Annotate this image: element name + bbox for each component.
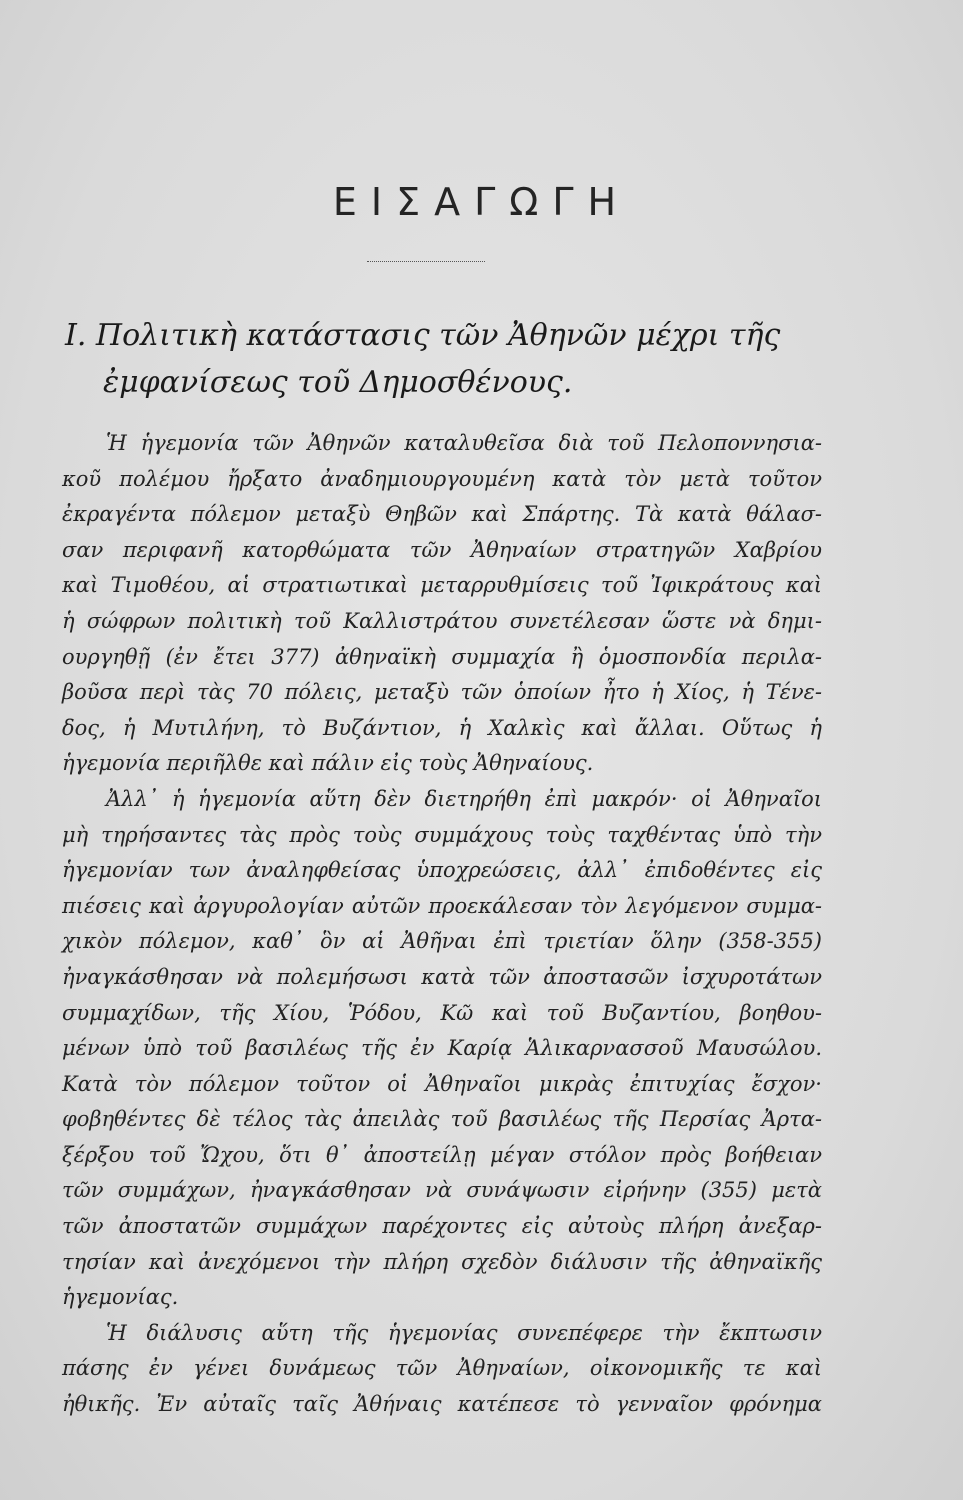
text-line: ἡ σώφρων πολιτικὴ τοῦ Καλλιστράτου συνετέλεσαν ὥστε νὰ δημι- bbox=[62, 608, 822, 633]
text-line: χικὸν πόλεμον, καθ᾽ ὃν αἱ Ἀθῆναι ἐπὶ τριετίαν ὅλην (358-355) bbox=[62, 929, 822, 954]
text-line: σαν περιφανῆ κατορθώματα τῶν Ἀθηναίων στρατηγῶν Χαβρίου bbox=[62, 537, 822, 562]
text-line: τησίαν καὶ ἀνεχόμενοι τὴν πλήρη σχεδὸν διάλυσιν τῆς ἀθηναϊκῆς bbox=[62, 1249, 822, 1274]
text-line: ἐκραγέντα πόλεμον μεταξὺ Θηβῶν καὶ Σπάρτης. Τὰ κατὰ θάλασ- bbox=[62, 502, 822, 527]
text-line: ἡγεμονία περιῆλθε καὶ πάλιν εἰς τοὺς Ἀθηναίους. bbox=[62, 751, 594, 776]
text-line: μὴ τηρήσαντες τὰς πρὸς τοὺς συμμάχους τοὺς ταχθέντας ὑπὸ τὴν bbox=[62, 822, 822, 847]
text-line: Ἀλλ᾽ ἡ ἡγεμονία αὕτη δὲν διετηρήθη ἐπὶ μακρόν· οἱ Ἀθηναῖοι bbox=[106, 786, 822, 811]
text-line: τῶν ἀποστατῶν συμμάχων παρέχοντες εἰς αὐτοὺς πλήρη ἀνεξαρ- bbox=[62, 1214, 822, 1239]
text-line: ἠθικῆς. Ἐν αὐταῖς ταῖς Ἀθήναις κατέπεσε τὸ γενναῖον φρόνημα bbox=[62, 1392, 822, 1417]
text-line: Ἡ διάλυσις αὕτη τῆς ἡγεμονίας συνεπέφερε τὴν ἔκπτωσιν bbox=[106, 1320, 822, 1345]
text-line: δος, ἡ Μυτιλήνη, τὸ Βυζάντιον, ἡ Χαλκὶς καὶ ἄλλαι. Οὕτως ἡ bbox=[62, 715, 822, 740]
title-divider bbox=[367, 261, 485, 262]
text-line: μένων ὑπὸ τοῦ βασιλέως τῆς ἐν Καρίᾳ Ἁλικαρνασσοῦ Μαυσώλου. bbox=[62, 1036, 822, 1061]
section-heading-line-1: Ι. Πολιτικὴ κατάστασις τῶν Ἀθηνῶν μέχρι τῆς bbox=[65, 318, 781, 353]
text-line: ξέρξου τοῦ Ὤχου, ὅτι θ᾽ ἀποστείλῃ μέγαν στόλον πρὸς βοήθειαν bbox=[62, 1142, 822, 1167]
section-heading bbox=[65, 312, 825, 406]
text-line: ἠναγκάσθησαν νὰ πολεμήσωσι κατὰ τῶν ἀποστασῶν ἰσχυροτάτων bbox=[62, 964, 822, 989]
text-line: Κατὰ τὸν πόλεμον τοῦτον οἱ Ἀθηναῖοι μικρὰς ἐπιτυχίας ἔσχον· bbox=[62, 1071, 822, 1096]
chapter-title: ΕΙΣΑΓΩΓΗ bbox=[332, 180, 631, 224]
text-line: ἡγεμονίαν των ἀναληφθείσας ὑποχρεώσεις, ἀλλ᾽ ἐπιδοθέντες εἰς bbox=[62, 858, 822, 883]
text-line: Ἡ ἡγεμονία τῶν Ἀθηνῶν καταλυθεῖσα διὰ τοῦ Πελοποννησια- bbox=[106, 431, 822, 455]
text-line: κοῦ πολέμου ἤρξατο ἀναδημιουργουμένη κατὰ τὸν μετὰ τοῦτον bbox=[62, 466, 822, 491]
text-line: τῶν συμμάχων, ἠναγκάσθησαν νὰ συνάψωσιν εἰρήνην (355) μετὰ bbox=[62, 1178, 822, 1203]
text-line: ουργηθῇ (ἐν ἔτει 377) ἀθηναϊκὴ συμμαχία ἢ ὁμοσπονδία περιλα- bbox=[62, 644, 822, 669]
text-line: συμμαχίδων, τῆς Χίου, Ῥόδου, Κῶ καὶ τοῦ Βυζαντίου, βοηθου- bbox=[62, 1000, 822, 1025]
text-line: πάσης ἐν γένει δυνάμεως τῶν Ἀθηναίων, οἰκονομικῆς τε καὶ bbox=[62, 1356, 822, 1381]
text-line: ἡγεμονίας. bbox=[62, 1285, 179, 1310]
text-line: καὶ Τιμοθέου, αἱ στρατιωτικαὶ μεταρρυθμίσεις τοῦ Ἰφικράτους καὶ bbox=[62, 573, 822, 598]
text-line: φοβηθέντες δὲ τέλος τὰς ἀπειλὰς τοῦ βασιλέως τῆς Περσίας Ἀρτα- bbox=[62, 1107, 822, 1132]
text-line: πιέσεις καὶ ἀργυρολογίαν αὐτῶν προεκάλεσαν τὸν λεγόμενον συμμα- bbox=[62, 893, 822, 918]
text-line: βοῦσα περὶ τὰς 70 πόλεις, μεταξὺ τῶν ὁποίων ἦτο ἡ Χίος, ἡ Τένε- bbox=[62, 680, 822, 705]
section-heading-line-2: ἐμφανίσεως τοῦ Δημοσθένους. bbox=[103, 365, 573, 400]
body-text bbox=[62, 426, 822, 1423]
